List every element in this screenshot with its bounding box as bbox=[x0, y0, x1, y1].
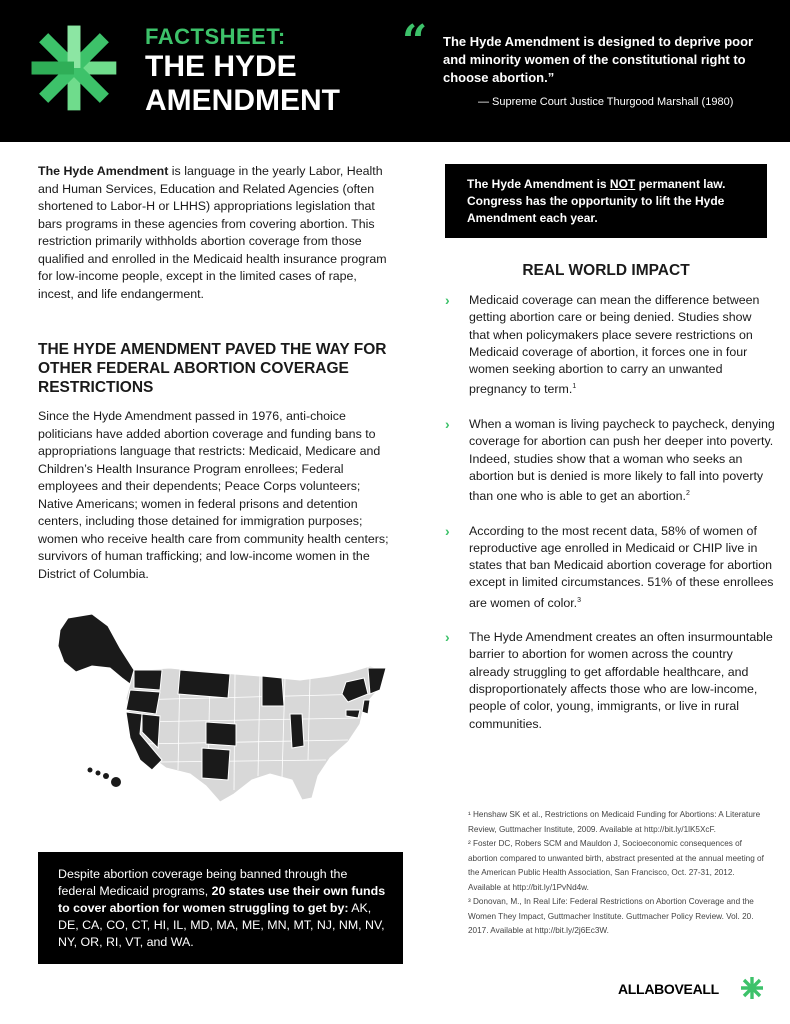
chevron-right-icon: › bbox=[445, 522, 450, 539]
quote-attribution: — Supreme Court Justice Thurgood Marshall (1980) bbox=[478, 96, 734, 108]
footnote-ref: 3 bbox=[577, 596, 582, 604]
map-state-montana bbox=[178, 670, 230, 698]
impact-heading: REAL WORLD IMPACT bbox=[522, 262, 690, 279]
footnote-3: ³ Donovan, M., In Real Life: Federal Restrictions on Abortion Coverage and the Women They Impact, Guttmacher Institute. Guttmacher Policy Review. Vol. 20. 2017. Available at http://bit.ly/2j6Ec3W. bbox=[468, 897, 754, 935]
factsheet-label: FACTSHEET: bbox=[145, 24, 286, 49]
us-coverage-map bbox=[30, 610, 410, 815]
impact-item bbox=[445, 292, 775, 399]
asterisk-logo-icon bbox=[28, 22, 120, 114]
impact-item-text: Medicaid coverage can mean the difference between getting abortion care or being denied. Studies show that when policymakers place severe restrictions on Medicaid coverage of abortion, it forces one in four women seeking abortion to carry an unwanted pregnancy to term. bbox=[469, 293, 760, 397]
header-quote: The Hyde Amendment is designed to deprive poor and minority women of the constitutional right to choose abortion.” bbox=[443, 34, 754, 85]
chevron-right-icon: › bbox=[445, 415, 450, 432]
funds-intro: Despite abortion coverage being banned through the federal Medicaid programs, bbox=[58, 867, 348, 898]
map-state-hawaii bbox=[88, 768, 122, 788]
map-state-washington bbox=[134, 670, 162, 690]
map-state-minnesota bbox=[262, 676, 284, 706]
map-state-oregon bbox=[126, 690, 160, 714]
page-title: THE HYDE AMENDMENT bbox=[145, 50, 340, 117]
map-state-new-jersey bbox=[362, 700, 370, 714]
impact-list bbox=[445, 292, 775, 750]
brand-wordmark bbox=[618, 981, 719, 997]
intro-paragraph bbox=[38, 163, 388, 303]
quote-mark-icon: “ bbox=[402, 16, 428, 67]
brand-star-icon bbox=[740, 976, 764, 1000]
perm-pre: The Hyde Amendment is bbox=[467, 177, 610, 191]
footnotes bbox=[468, 808, 768, 939]
header-banner bbox=[0, 0, 790, 142]
brand-part-1: ALLABOVE bbox=[618, 981, 693, 997]
map-state-new-england bbox=[368, 668, 386, 694]
footnote-2: ² Foster DC, Robers SCM and Mauldon J, Socioeconomic consequences of abortion compared to unwanted birth, abstract presented at the annual meeting of the American Public Health Association, San Francisco, Oct. 27-31, 2012. Available at http://bit.ly/1PvNd4w. bbox=[468, 839, 764, 892]
section-body: Since the Hyde Amendment passed in 1976, anti-choice politicians have added abortion coverage and funding bans to appropriations language that restricts: Medicaid, Medicare and Children’s Health Insurance Program enrollees; Federal employees and their dependents; Peace Corps volunteers; Native Americans; women in federal prisons and detention centers, including those detained for immigration purposes; women who receive health care from community health centers; survivors of human trafficking; and low-income women in the District of Columbia. bbox=[38, 409, 389, 581]
impact-item-text: When a woman is living paycheck to paycheck, denying coverage for abortion can push her deeper into poverty. Indeed, studies show that a woman who seeks an abortion but is denied is more likely to fall into poverty than one who is able to get an abortion. bbox=[469, 416, 775, 504]
footnote-ref: 2 bbox=[686, 490, 690, 498]
footnote-1: ¹ Henshaw SK et al., Restrictions on Medicaid Funding for Abortions: A Literature Review, Guttmacher Institute, 2009. Available at http://bit.ly/1lK5XcF. bbox=[468, 810, 761, 834]
funds-highlight: 20 states use their own funds to cover abortion for women struggling to get by: bbox=[58, 884, 386, 915]
intro-bold-lead: The Hyde Amendment bbox=[38, 164, 169, 178]
map-state-new-mexico bbox=[202, 748, 230, 780]
map-state-colorado bbox=[206, 722, 236, 746]
perm-post: permanent law. Congress has the opportunity to lift the Hyde Amendment each year. bbox=[467, 177, 726, 225]
footnote-ref: 1 bbox=[572, 383, 577, 391]
impact-item-text: According to the most recent data, 58% of women of reproductive age enrolled in Medicaid or CHIP live in states that ban Medicaid abortion coverage for abortion except in limited circumstances. 51% of these enrollees are women of color. bbox=[469, 523, 774, 610]
impact-item-text: The Hyde Amendment creates an often insurmountable barrier to abortion for women across the country already struggling to get affordable healthcare, and disproportionately affects those who are low-income, people of color, young, immigrants, or live in rural communities. bbox=[469, 630, 773, 731]
impact-item bbox=[445, 416, 775, 506]
not-permanent-callout bbox=[445, 164, 767, 238]
section-heading: THE HYDE AMENDMENT PAVED THE WAY FOR OTHER FEDERAL ABORTION COVERAGE RESTRICTIONS bbox=[38, 341, 387, 396]
map-state-illinois bbox=[290, 714, 304, 748]
impact-item bbox=[445, 629, 775, 733]
brand-part-2: ALL bbox=[692, 981, 719, 997]
chevron-right-icon: › bbox=[445, 629, 450, 646]
state-funds-box bbox=[38, 852, 403, 964]
impact-item bbox=[445, 523, 775, 613]
funds-states-list: AK, DE, CA, CO, CT, HI, IL, MD, MA, ME, MN, MT, NJ, NM, NV, NY, OR, RI, VT, and WA. bbox=[58, 901, 385, 949]
chevron-right-icon: › bbox=[445, 292, 450, 308]
intro-text: is language in the yearly Labor, Health and Human Services, Education and Related Agencies (often shortened to Labor-H or LHHS) appropriations legislation that bars programs in these agencies from covering abortion. This restriction primarily withholds abortion coverage from those qualified and enrolled in the Medicaid health insurance program for low-income people, except in the limited cases of rape, incest, and life endangerment. bbox=[38, 164, 387, 301]
perm-underlined: NOT bbox=[609, 177, 636, 191]
map-state-maryland bbox=[346, 710, 360, 718]
